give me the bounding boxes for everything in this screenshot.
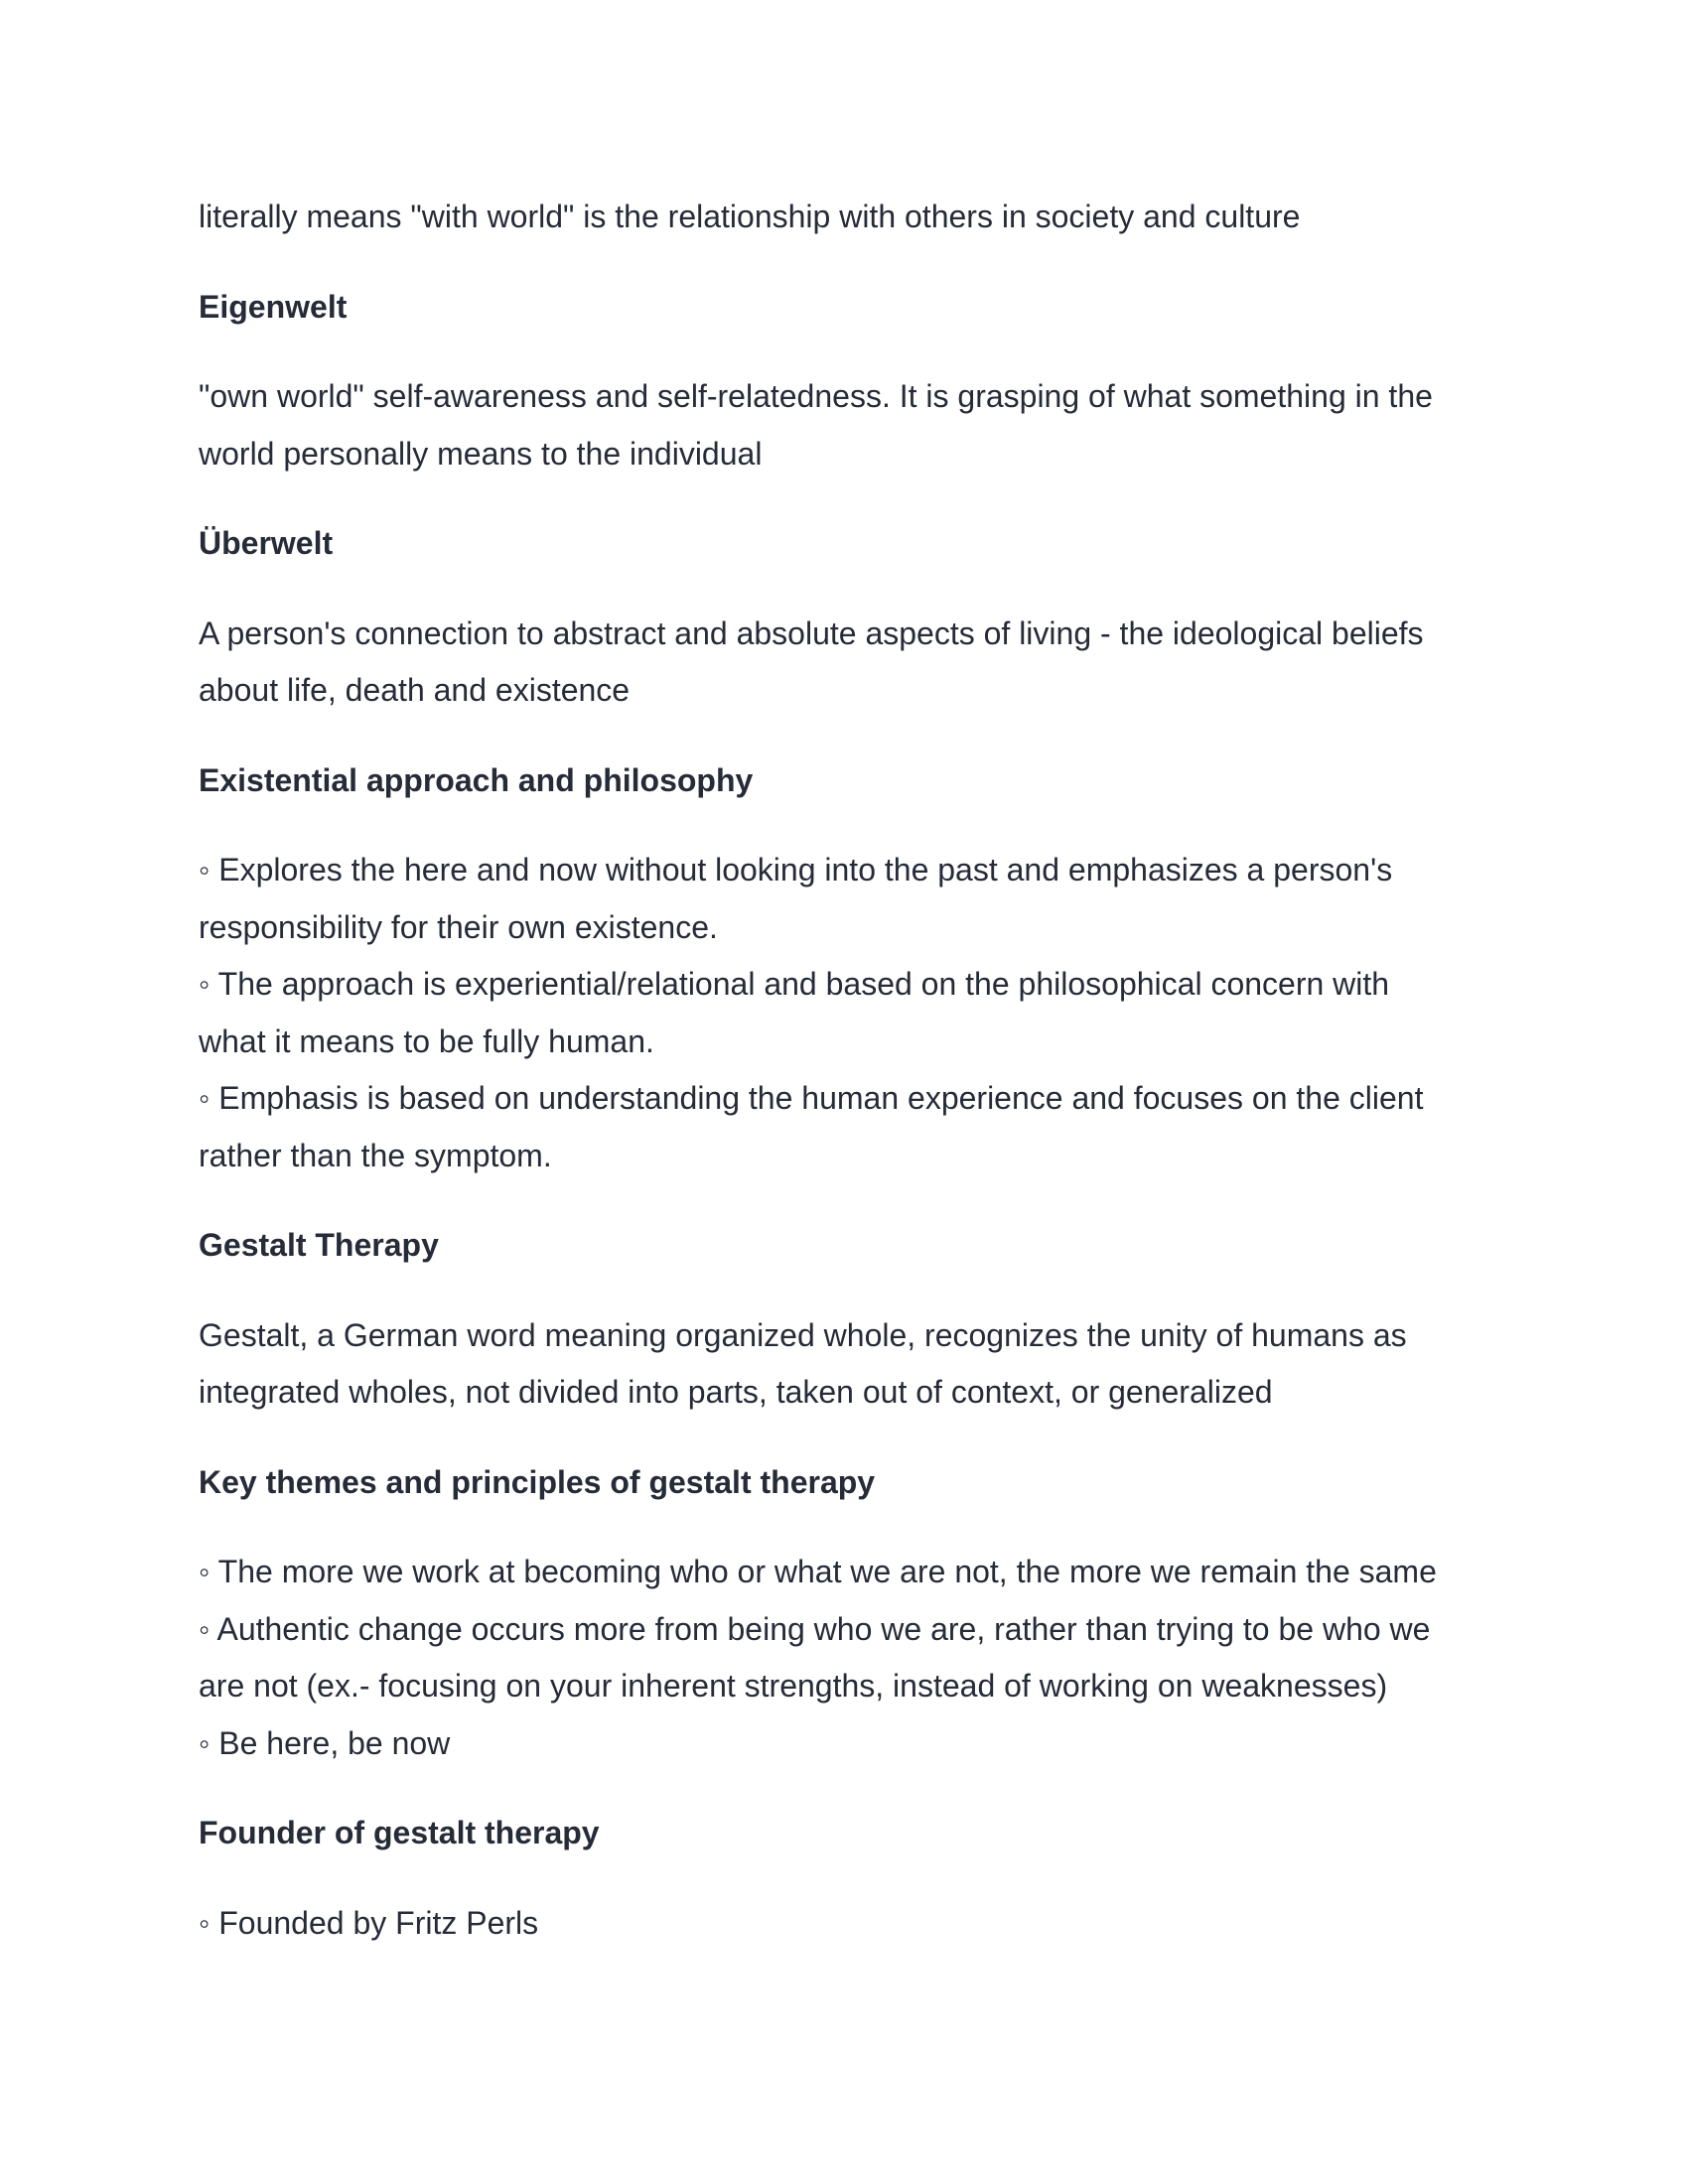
definition-gestalt-therapy: [199, 1307, 1509, 1422]
definition-line: literally means "with world" is the relationship with others in society and culture: [199, 199, 1301, 234]
term-key-themes: Key themes and principles of gestalt therapy: [199, 1463, 876, 1500]
definition-existential-approach: [199, 842, 1509, 1184]
definition-line: Gestalt, a German word meaning organized whole, recognizes the unity of humans as: [199, 1316, 1407, 1353]
definition-line: integrated wholes, not divided into parts, taken out of context, or generalized: [199, 1374, 1273, 1410]
definition-line: about life, death and existence: [199, 672, 631, 708]
bullet-line: responsibility for their own existence.: [199, 908, 718, 945]
term-uberwelt: Überwelt: [199, 525, 334, 561]
definition-mitwelt: [199, 189, 1509, 246]
bullet-line: ◦ The more we work at becoming who or what we are not, the more we remain the same: [199, 1554, 1437, 1589]
definition-eigenwelt: [199, 368, 1509, 482]
term-gestalt-therapy: Gestalt Therapy: [199, 1227, 439, 1263]
definition-line: "own world" self-awareness and self-relatedness. It is grasping of what something in the: [199, 378, 1433, 414]
definition-uberwelt: [199, 606, 1509, 720]
bullet-line: rather than the symptom.: [199, 1137, 552, 1173]
bullet-line: are not (ex.- focusing on your inherent strengths, instead of working on weaknesses): [199, 1668, 1388, 1704]
document-page: [199, 189, 1509, 1984]
bullet-line: ◦ The approach is experiential/relational and based on the philosophical concern with: [199, 966, 1390, 1002]
definition-line: world personally means to the individual: [199, 435, 763, 472]
bullet-line: ◦ Founded by Fritz Perls: [199, 1904, 539, 1941]
term-eigenwelt: Eigenwelt: [199, 288, 348, 325]
bullet-line: what it means to be fully human.: [199, 1023, 654, 1059]
bullet-line: ◦ Authentic change occurs more from being who we are, rather than trying to be who we: [199, 1610, 1431, 1647]
term-founder: Founder of gestalt therapy: [199, 1815, 600, 1850]
term-existential-approach: Existential approach and philosophy: [199, 761, 754, 798]
definition-line: A person's connection to abstract and absolute aspects of living - the ideological beliefs: [199, 614, 1424, 651]
bullet-line: ◦ Be here, be now: [199, 1724, 451, 1761]
definition-founder: [199, 1895, 1509, 1953]
bullet-line: ◦ Explores the here and now without looking into the past and emphasizes a person's: [199, 852, 1393, 887]
definition-key-themes: [199, 1544, 1509, 1772]
bullet-line: ◦ Emphasis is based on understanding the human experience and focuses on the client: [199, 1080, 1424, 1116]
